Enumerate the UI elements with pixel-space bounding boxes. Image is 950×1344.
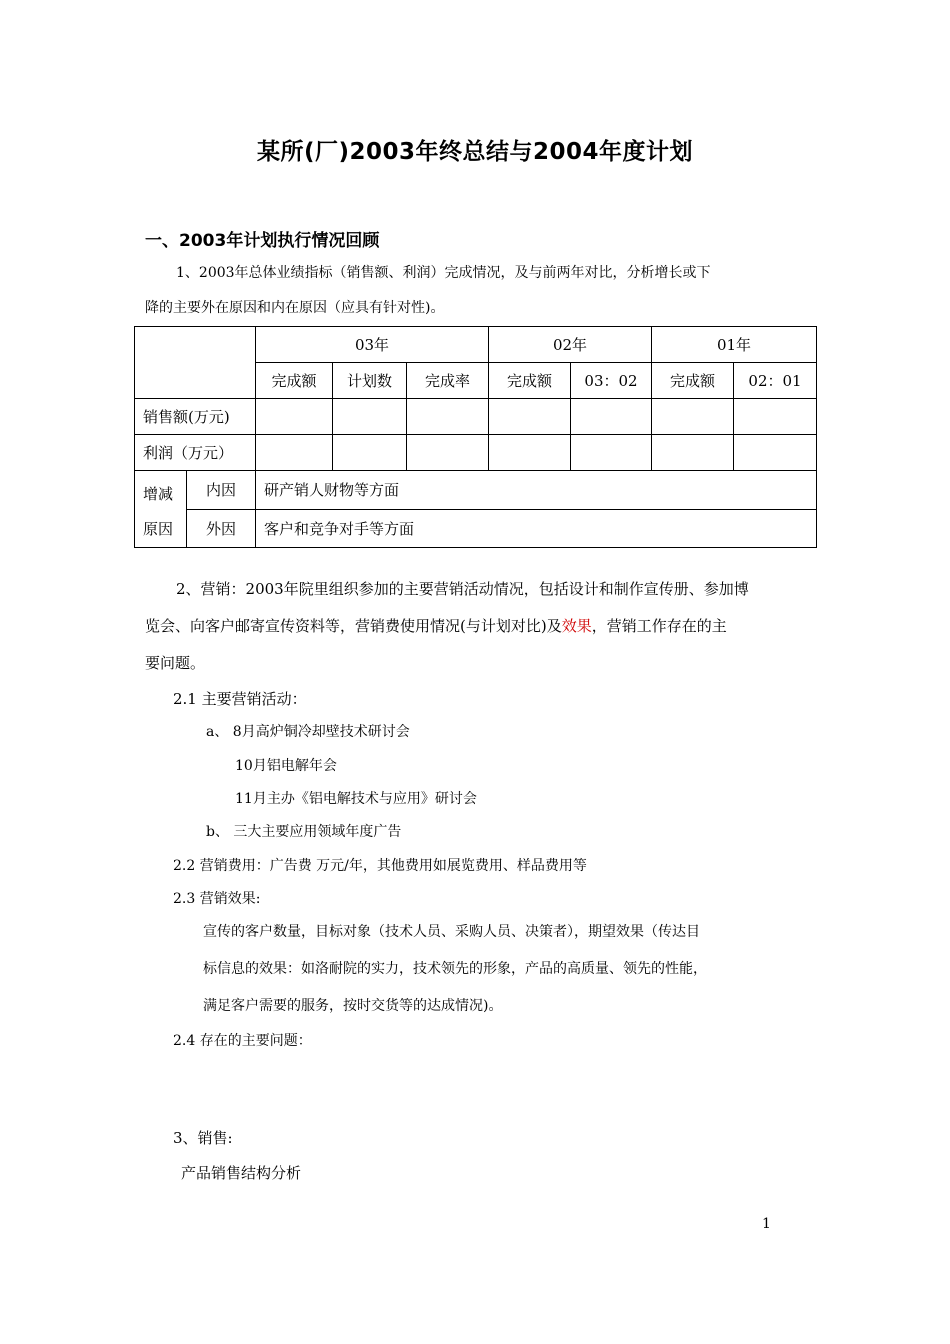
subsection-2-3: 2.3 营销效果:	[173, 891, 261, 907]
inner-reason-text: 研产销人财物等方面	[256, 471, 817, 510]
data-cell	[652, 399, 734, 435]
marketing-line2-after: ，营销工作存在的主	[591, 617, 727, 635]
subheader-cell: 完成额	[256, 363, 333, 399]
data-cell	[333, 399, 407, 435]
table-row	[135, 435, 817, 471]
activity-a: a、 8月高炉铜冷却壁技术研讨会	[206, 724, 410, 740]
table-row	[135, 509, 817, 548]
row-label-profit: 利润（万元）	[135, 435, 256, 471]
marketing-line1: 2、营销：2003年院里组织参加的主要营销活动情况，包括设计和制作宣传册、参加博	[176, 580, 749, 598]
subheader-cell: 计划数	[333, 363, 407, 399]
subheader-cell: 03：02	[571, 363, 652, 399]
performance-table	[134, 326, 817, 548]
item1-line2: 降的主要外在原因和内在原因（应具有针对性)。	[145, 300, 445, 316]
marketing-line2	[145, 615, 727, 636]
outer-reason-label: 外因	[187, 509, 256, 548]
marketing-effect-highlight: 效果	[561, 617, 592, 635]
document-title: 某所(厂)2003年终总结与2004年度计划	[256, 139, 694, 165]
effect-line1: 宣传的客户数量，目标对象（技术人员、采购人员、决策者），期望效果（传达目	[203, 924, 700, 940]
subheader-cell: 02：01	[734, 363, 817, 399]
sales-subheading: 产品销售结构分析	[181, 1164, 302, 1182]
data-cell	[407, 435, 489, 471]
year-header-01: 01年	[652, 327, 817, 363]
data-cell	[489, 435, 571, 471]
data-cell	[489, 399, 571, 435]
table-corner-cell	[135, 327, 256, 399]
reason-label-top: 增减	[143, 485, 174, 503]
data-cell	[407, 399, 489, 435]
activity-a2: 10月铝电解年会	[235, 758, 337, 774]
data-cell	[652, 435, 734, 471]
subheader-cell: 完成额	[652, 363, 734, 399]
subsection-2-4: 2.4 存在的主要问题：	[173, 1033, 312, 1049]
section1-heading: 一、2003年计划执行情况回顾	[145, 231, 380, 251]
inner-reason-label: 内因	[187, 471, 256, 510]
subsection-2-2: 2.2 营销费用：广告费 万元/年，其他费用如展览费用、样品费用等	[173, 858, 587, 874]
subheader-cell: 完成额	[489, 363, 571, 399]
effect-line2: 标信息的效果：如洛耐院的实力，技术领先的形象，产品的高质量、领先的性能，	[203, 961, 707, 977]
data-cell	[333, 435, 407, 471]
sales-heading: 3、销售:	[173, 1129, 233, 1147]
table-row	[135, 399, 817, 435]
data-cell	[734, 399, 817, 435]
activity-b: b、 三大主要应用领域年度广告	[206, 824, 402, 840]
outer-reason-text: 客户和竞争对手等方面	[256, 509, 817, 548]
subsection-2-1: 2.1 主要营销活动：	[173, 690, 307, 708]
data-cell	[571, 435, 652, 471]
activity-a3: 11月主办《铝电解技术与应用》研讨会	[235, 791, 477, 807]
subheader-cell: 完成率	[407, 363, 489, 399]
year-header-02: 02年	[489, 327, 652, 363]
data-cell	[734, 435, 817, 471]
table-row	[135, 471, 817, 510]
data-cell	[256, 399, 333, 435]
reason-label-bottom: 原因	[143, 520, 174, 538]
year-header-03: 03年	[256, 327, 489, 363]
data-cell	[256, 435, 333, 471]
marketing-line3: 要问题。	[145, 654, 206, 672]
item1-line1: 1、2003年总体业绩指标（销售额、利润）完成情况，及与前两年对比，分析增长或下	[176, 265, 711, 281]
row-label-sales: 销售额(万元)	[135, 399, 256, 435]
reason-label-cell	[135, 471, 187, 548]
data-cell	[571, 399, 652, 435]
effect-line3: 满足客户需要的服务，按时交货等的达成情况)。	[203, 998, 503, 1014]
marketing-line2-before: 览会、向客户邮寄宣传资料等，营销费使用情况(与计划对比)及	[145, 617, 562, 635]
page-number: 1	[762, 1216, 771, 1232]
